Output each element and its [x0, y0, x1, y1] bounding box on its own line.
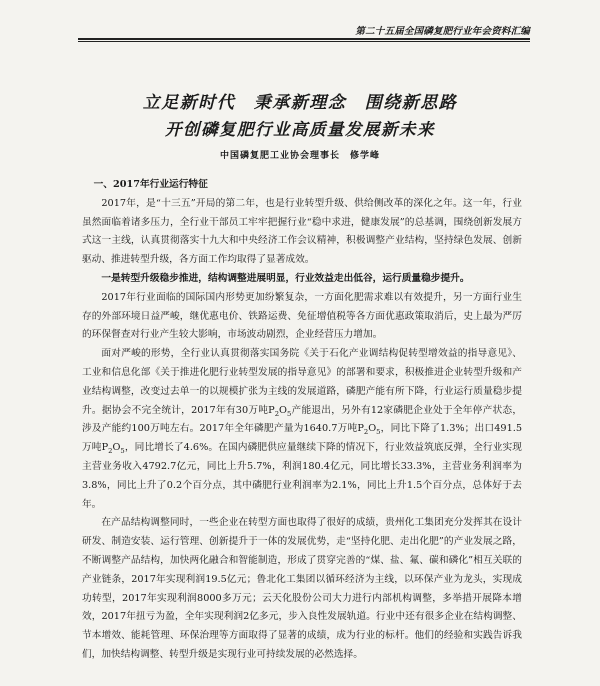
formula-sub: 5 — [376, 428, 381, 437]
article-body — [82, 176, 522, 665]
formula-sub: 2 — [363, 428, 369, 437]
paragraph-4 — [82, 345, 522, 514]
paragraph-1: 2017年，是“十三五”开局的第二年，也是行业转型升级、供给侧改革的深化之年。这一年，行业虽然面临着诸多压力，全行业干部员工牢牢把握行业“稳中求进，健康发展”的总基调，围绕创新发展方式这一主线，认真贯彻落实十九大和中央经济工作会议精神，积极调整产业结构，坚持绿色发展、创新驱动、推进转型升级，各方面工作均取得了显著成效。 — [82, 197, 522, 266]
section-heading: 一、2017年行业运行特征 — [93, 179, 208, 190]
paragraph-2-highlight: 一是转型升级稳步推进，结构调整进展明显，行业效益走出低谷，运行质量稳步提升。 — [101, 272, 470, 284]
header-rule-thin — [78, 41, 530, 42]
paragraph-4-part-a: 面对严峻的形势，全行业认真贯彻落实国务院《关于石化产业调结构促转型增效益的指导意见》、工业和信息化部《关于推进化肥行业转型发展的指导意见》的部署和要求，积极推进企业转型升级和产业结构调整，改变过去单一的以规模扩张为主线的发展道路，磷肥产能有所下降，行业运行质量稳步提升。据协会不完全统计，2017年有30万吨P — [82, 348, 522, 416]
paragraph-4-part-c: ，同比下降了1.3%；出口491.5万吨P — [82, 423, 522, 454]
formula-o: O — [112, 442, 121, 454]
author-line: 中国磷复肥工业协会理事长 修学峰 — [219, 151, 380, 161]
formula-o: O — [368, 423, 377, 435]
formula-sub: 5 — [286, 409, 292, 418]
formula-sub: 5 — [120, 447, 125, 456]
paragraph-4-part-b: 产能退出，另外有12家磷肥企业处于全年停产状态，涉及产能约100万吨左右。2017年全年磷肥产量为1640.7万吨P — [82, 404, 523, 435]
paragraph-4-part-d: ，同比增长了4.6%。在国内磷肥供应量继续下降的情况下，行业效益筑底反弹，全行业实现主营业务收入4792.7亿元，同比上升5.7%，利润180.4亿元，同比增长33.3%，主营业务利润率为3.8%，同比上升了0.2个百分点，其中磷肥行业利润率为2.1%，同比上升1.5个百分点，总体好于去年。 — [82, 442, 522, 510]
running-head: 第二十五届全国磷复肥行业年会资料汇编 — [355, 26, 530, 37]
formula-sub: 2 — [274, 409, 280, 418]
title-line-1: 立足新时代 秉承新理念 围绕新思路 — [142, 93, 458, 113]
paragraph-5: 在产品结构调整同时，一些企业在转型方面也取得了很好的成绩，贵州化工集团充分发挥其在设计研发、制造安装、运行管理、创新提升于一体的发展优势，走“坚持化肥、走出化肥”的产业发展之路，不断调整产品结构，加快两化融合和智能制造，形成了贯穿完善的“煤、盐、氟、碳和磷化”相互关联的产业链条，2017年实现利润19.5亿元；鲁北化工集团以循环经济为主线，以环保产业为龙头，实现成功转型，2017年实现利润8000多万元；云天化股份公司大力进行内部机构调整，多举措开展降本增效，2017年扭亏为盈，全年实现利润2亿多元，步入良性发展轨道。行业中还有很多企业在结构调整、节本增效、能耗管理、环保治理等方面取得了显著的成绩，成为行业的标杆。他们的经验和实践告诉我们，加快结构调整、转型升级是实现行业可持续发展的必然选择。 — [82, 517, 522, 660]
header-rule — [78, 38, 530, 40]
formula-sub: 2 — [108, 447, 113, 456]
paragraph-3: 2017年行业面临的国际国内形势更加纷繁复杂，一方面化肥需求难以有效提升，另一方面行业生存的外部环境日益严峻，继优惠电价、铁路运费、免征增值税等各方面优惠政策取消后，史上最为严厉的环保督查对行业产生较大影响，市场波动剧烈，企业经营压力增加。 — [82, 291, 522, 341]
title-line-2: 开创磷复肥行业高质量发展新未来 — [165, 120, 435, 139]
formula-o: O — [279, 404, 287, 416]
